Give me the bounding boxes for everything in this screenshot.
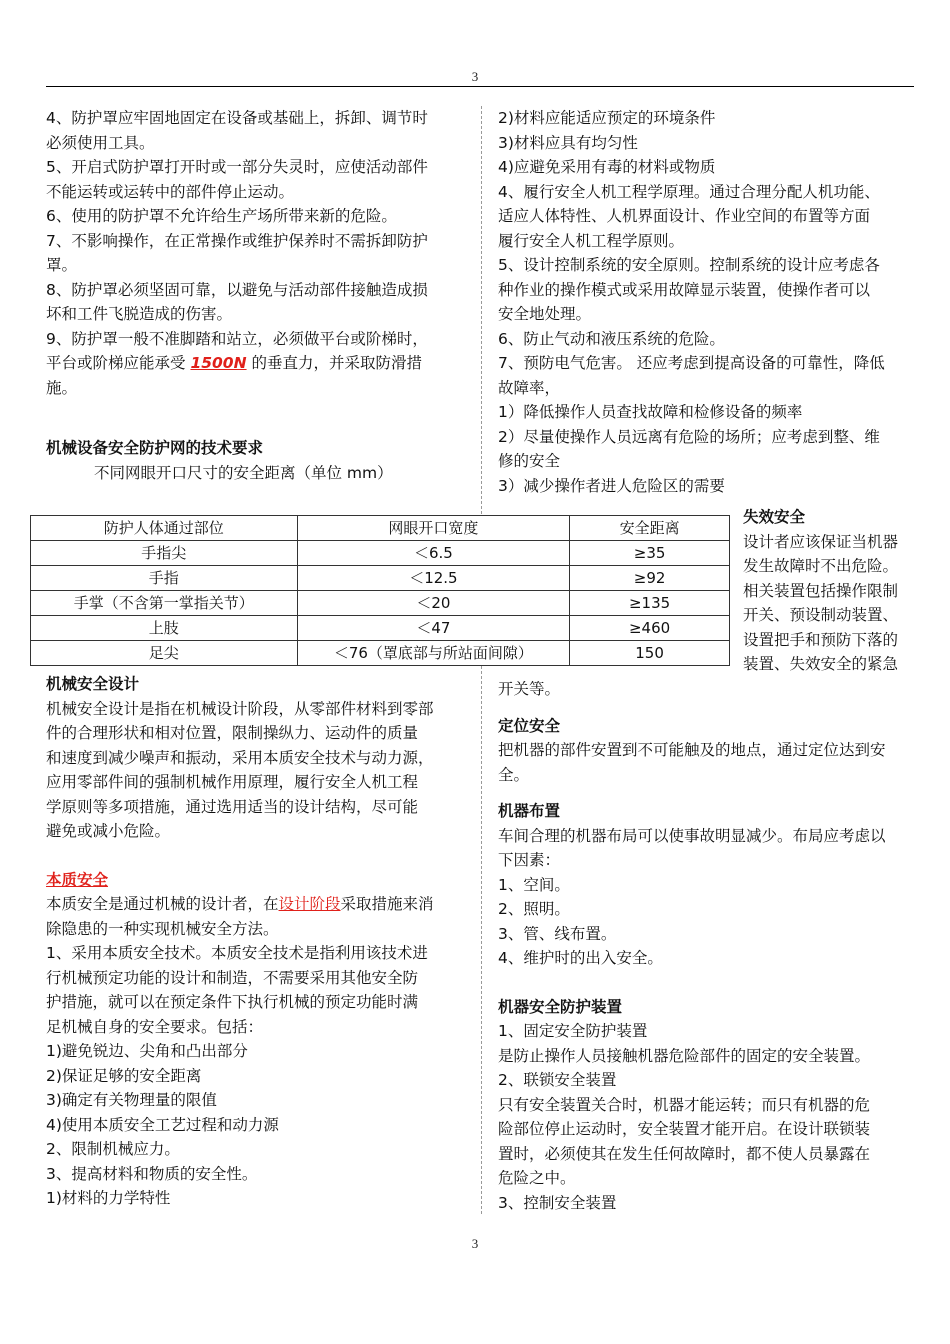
- table-header: 安全距离: [570, 516, 730, 541]
- page-number-bottom: 3: [471, 1236, 479, 1251]
- text-line: 行机械预定功能的设计和制造，不需要采用其他安全防: [46, 968, 419, 987]
- highlight-force-value: 1500N: [190, 354, 247, 372]
- text-line: 1、采用本质安全技术。本质安全技术是指利用该技术进: [46, 944, 428, 962]
- table-cell: ＜6.5: [297, 541, 570, 566]
- text-line: 故障率，: [498, 378, 561, 397]
- net-heading: 机械设备安全防护网的技术要求: [46, 439, 264, 457]
- text-line: 1）降低操作人员查找故障和检修设备的频率: [498, 403, 803, 421]
- table-cell: ≥135: [570, 591, 730, 616]
- text-line: 5、设计控制系统的安全原则。控制系统的设计应考虑各: [498, 256, 880, 274]
- right-column-bottom: [498, 677, 918, 1215]
- control-guard-title: 3、控制安全装置: [498, 1193, 617, 1212]
- text-line: 避免或减小危险。: [46, 822, 171, 840]
- text-line: 3)材料应具有均匀性: [498, 133, 638, 152]
- text-line: 设计者应该保证当机器: [743, 532, 899, 551]
- text-line: 修的安全: [498, 452, 561, 470]
- text-line: 9、防护罩一般不准脚踏和站立，必须做平台或阶梯时，: [46, 329, 428, 348]
- text-line: 罩。: [46, 256, 78, 274]
- text-line: 1、空间。: [498, 875, 570, 894]
- table-row: [31, 616, 730, 641]
- table-cell: 上肢: [31, 616, 298, 641]
- text-line: 足机械自身的安全要求。包括：: [46, 1017, 264, 1036]
- text-line: 6、防止气动和液压系统的危险。: [498, 329, 725, 348]
- table-row: [31, 566, 730, 591]
- table-cell: ＜76（罩底部与所站面间隙）: [297, 641, 570, 666]
- table-cell: ≥35: [570, 541, 730, 566]
- text-line: 4)应避免采用有毒的材料或物质: [498, 158, 716, 176]
- text-line: 2)材料应能适应预定的环境条件: [498, 109, 716, 127]
- text-line: 和速度到减少噪声和振动，采用本质安全技术与动力源，: [46, 748, 434, 767]
- text-line: 3）减少操作者进人危险区的需要: [498, 476, 725, 495]
- text-line: 3、提高材料和物质的安全性。: [46, 1164, 258, 1183]
- text-span: 的垂直力，并采取防滑措: [246, 354, 422, 372]
- text-line: 必须使用工具。: [46, 133, 155, 152]
- text-line: 履行安全人机工程学原则。: [498, 231, 685, 250]
- fixed-guard-title: 1、固定安全防护装置: [498, 1022, 648, 1040]
- text-line: 6、使用的防护罩不允许给生产场所带来新的危险。: [46, 207, 397, 225]
- left-column-top: [46, 106, 476, 485]
- text-line: 7、不影响操作，在正常操作或维护保养时不需拆卸防护: [46, 231, 428, 250]
- guards-heading: 机器安全防护装置: [498, 997, 623, 1016]
- intrinsic-heading: 本质安全: [46, 870, 109, 889]
- text-line: 4)使用本质安全工艺过程和动力源: [46, 1115, 279, 1134]
- text-line: 是防止操作人员接触机器危险部件的固定的安全装置。: [498, 1046, 871, 1065]
- text-span: 本质安全是通过机械的设计者，在: [46, 895, 279, 913]
- failsafe-heading: 失效安全: [743, 508, 806, 526]
- failsafe-block: [743, 505, 923, 677]
- text-line: 件的合理形状和相对位置，限制操纵力、运动件的质量: [46, 724, 419, 742]
- right-column-top: [498, 106, 918, 498]
- text-line: 学原则等多项措施，通过选用适当的设计结构，尽可能: [46, 797, 419, 816]
- table-header: 网眼开口宽度: [297, 516, 570, 541]
- table-cell: 手指: [31, 566, 298, 591]
- text-line: 5、开启式防护罩打开时或一部分失灵时，应使活动部件: [46, 158, 428, 176]
- text-line: 车间合理的机器布局可以使事故明显减少。布局应考虑以: [498, 826, 886, 845]
- page-number-top: 3: [471, 69, 479, 84]
- text-line: 险部位停止运动时，安全装置才能开启。在设计联锁装: [498, 1120, 871, 1138]
- table-cell: 手掌（不含第一掌指关节）: [31, 591, 298, 616]
- text-span: 采取措施来消: [340, 895, 434, 913]
- text-line: 适应人体特性、人机界面设计、作业空间的布置等方面: [498, 207, 871, 225]
- table-cell: 足尖: [31, 641, 298, 666]
- text-line: 2)保证足够的安全距离: [46, 1066, 202, 1085]
- text-line: 全。: [498, 765, 530, 784]
- text-line: 4、防护罩应牢固地固定在设备或基础上，拆卸、调节时: [46, 109, 428, 127]
- design-stage-link[interactable]: 设计阶段: [278, 895, 341, 913]
- intrinsic-line1: [46, 892, 476, 917]
- text-line: 设置把手和预防下落的: [743, 630, 899, 649]
- layout-heading: 机器布置: [498, 802, 561, 820]
- text-line: 相关装置包括操作限制: [743, 581, 899, 600]
- mech-design-heading: 机械安全设计: [46, 675, 140, 693]
- table-header: 防护人体通过部位: [31, 516, 298, 541]
- text-line: 发生故障时不出危险。: [743, 557, 899, 575]
- text-line: 除隐患的一种实现机械安全方法。: [46, 919, 279, 938]
- text-line: 护措施，就可以在预定条件下执行机械的预定功能时满: [46, 993, 419, 1011]
- text-line: 4、维护时的出入安全。: [498, 949, 663, 967]
- text-line: 机械安全设计是指在机械设计阶段，从零部件材料到零部: [46, 699, 434, 718]
- header-rule: [46, 86, 914, 87]
- table-cell: 手指尖: [31, 541, 298, 566]
- text-span: 平台或阶梯应能承受: [46, 354, 191, 372]
- left-column-bottom: [46, 672, 476, 1211]
- text-line: 装置、失效安全的紧急: [743, 655, 899, 673]
- table-header-row: [31, 516, 730, 541]
- text-line: 2）尽量使操作人员远离有危险的场所；应考虑到整、维: [498, 427, 880, 446]
- text-line: 种作业的操作模式或采用故障显示装置，使操作者可以: [498, 280, 871, 299]
- text-line: 把机器的部件安置到不可能触及的地点，通过定位达到安: [498, 741, 886, 759]
- text-line: 3)确定有关物理量的限值: [46, 1091, 217, 1109]
- table-cell: ＜47: [297, 616, 570, 641]
- table-row: [31, 591, 730, 616]
- table-row: [31, 541, 730, 566]
- text-line: 置时，必须使其在发生任何故障时，都不使人员暴露在: [498, 1144, 871, 1163]
- table-cell: ＜20: [297, 591, 570, 616]
- safety-distance-table: [30, 515, 730, 666]
- text-line: 安全地处理。: [498, 305, 592, 323]
- text-line: 危险之中。: [498, 1169, 576, 1187]
- text-line: 4、履行安全人机工程学原理。通过合理分配人机功能、: [498, 182, 880, 201]
- table-cell: ≥92: [570, 566, 730, 591]
- text-line: 2、照明。: [498, 900, 570, 918]
- table-cell: 150: [570, 641, 730, 666]
- positioning-heading: 定位安全: [498, 716, 561, 735]
- table-cell: ≥460: [570, 616, 730, 641]
- text-line: 1)避免锐边、尖角和凸出部分: [46, 1042, 248, 1060]
- interlock-guard-title: 2、联锁安全装置: [498, 1071, 617, 1089]
- text-line: 应用零部件间的强制机械作用原理，履行安全人机工程: [46, 773, 419, 791]
- text-line: 不能运转或运转中的部件停止运动。: [46, 182, 295, 201]
- text-line: 7、预防电气危害。 还应考虑到提高设备的可靠性，降低: [498, 354, 885, 372]
- failsafe-continued: 开关等。: [498, 680, 561, 698]
- table-row: [31, 641, 730, 666]
- text-line: 3、管、线布置。: [498, 924, 617, 943]
- text-line: 开关、预设制动装置、: [743, 606, 899, 624]
- text-line: 1)材料的力学特性: [46, 1189, 171, 1207]
- text-line: 8、防护罩必须坚固可靠，以避免与活动部件接触造成损: [46, 280, 428, 299]
- text-line: 2、限制机械应力。: [46, 1140, 180, 1158]
- table-cell: ＜12.5: [297, 566, 570, 591]
- text-line: 坏和工件飞脱造成的伤害。: [46, 305, 233, 323]
- text-line: 只有安全装置关合时，机器才能运转；而只有机器的危: [498, 1095, 871, 1114]
- text-line: 施。: [46, 378, 78, 397]
- net-caption: 不同网眼开口尺寸的安全距离（单位 mm）: [94, 463, 393, 482]
- text-line: 下因素：: [498, 851, 561, 869]
- item9-line2: [46, 351, 476, 376]
